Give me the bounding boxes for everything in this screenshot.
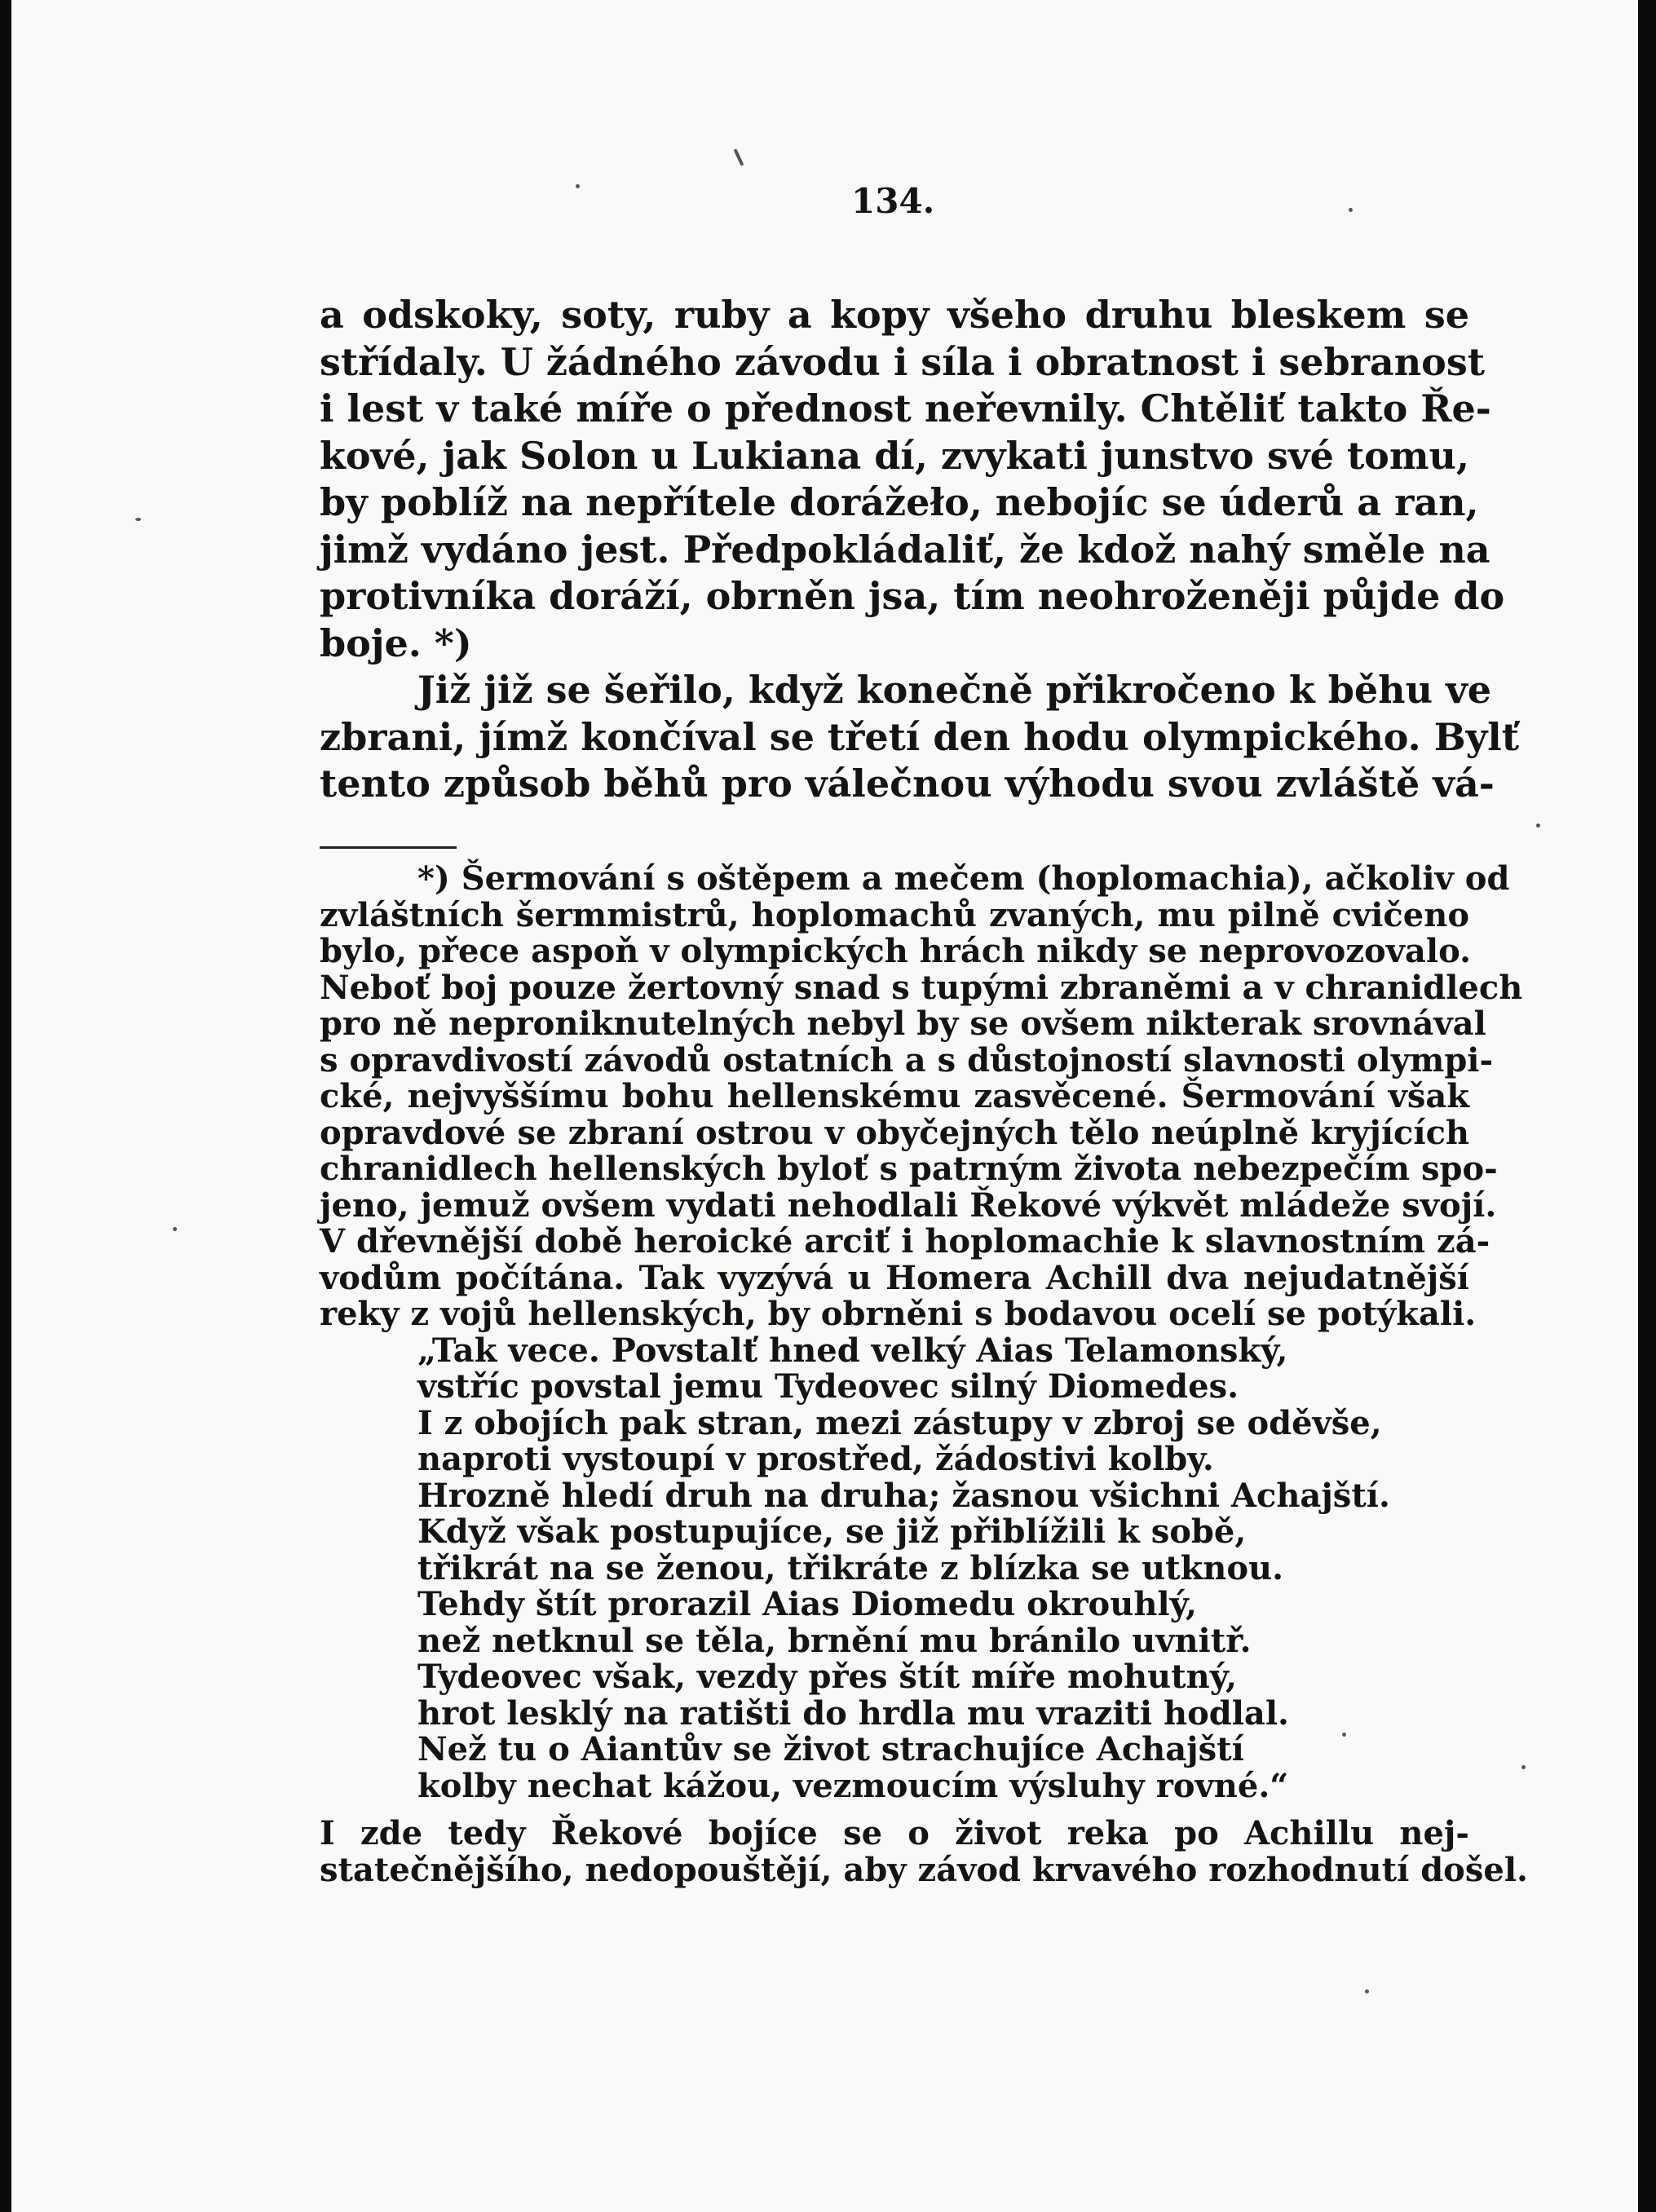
- footnote-line: chranidlech hellenských byloť s patrným života nebezpečím spo-: [320, 1150, 1498, 1188]
- verse-line: kolby nechat kážou, vezmoucím výsluhy rovné.“: [417, 1766, 1289, 1805]
- footnote-line: cké, nejvyššímu bohu hellenskému zasvěcené. Šermování však: [320, 1077, 1469, 1115]
- footnote-line: bylo, přece aspoň v olympických hrách nikdy se neprovozovalo.: [320, 932, 1471, 970]
- verse-line: Tehdy štít prorazil Aias Diomedu okrouhlý,: [417, 1585, 1197, 1623]
- footnote-line: opravdové se zbraní ostrou v obyčejných tělo neúplně kryjících: [320, 1113, 1469, 1152]
- main-text-line: zbrani, jímž končíval se třetí den hodu olympického. Bylť: [320, 714, 1520, 759]
- scan-speck: [1536, 823, 1540, 828]
- verse-line: vstříc povstal jemu Tydeovec silný Diomedes.: [417, 1367, 1239, 1406]
- main-text-line: by poblíž na nepřítele dorážeło, nebojíc se úderů a ran,: [320, 480, 1479, 524]
- verse-line: I z obojích pak stran, mezi zástupy v zbroj se oděvše,: [417, 1403, 1382, 1442]
- main-text-line: jimž vydáno jest. Předpokládaliť, že kdož nahý směle na: [320, 527, 1490, 572]
- main-text: [320, 292, 1520, 808]
- verse-line: Než tu o Aiantův se život strachujíce Achajští: [417, 1730, 1244, 1768]
- footnote-conclusion: [320, 1814, 1528, 1889]
- scan-speck: [1342, 1733, 1346, 1737]
- scan-speck: [576, 184, 580, 188]
- main-text-line: kové, jak Solon u Lukiana dí, zvykati junstvo své tomu,: [320, 433, 1469, 478]
- page-number: 134.: [851, 181, 935, 221]
- main-text-line: střídaly. U žádného závodu i síla i obratnost i sebranost: [320, 339, 1486, 384]
- footnote-line: V dřevnější době heroické arciť i hoplomachie k slavnostním zá-: [320, 1222, 1490, 1261]
- verse-quotation: [320, 1333, 1469, 1805]
- main-text-line: tento způsob běhů pro válečnou výhodu svou zvláště vá-: [320, 762, 1495, 806]
- main-text-line: boje. *): [320, 620, 472, 665]
- scan-speck: [173, 1227, 177, 1231]
- main-text-line: a odskoky, soty, ruby a kopy všeho druhu bleskem se: [320, 293, 1469, 337]
- footnote: [320, 859, 1528, 1889]
- scan-speck: [734, 148, 744, 166]
- verse-line: Hrozně hledí druh na druha; žasnou všichni Achajští.: [417, 1476, 1390, 1515]
- footnote-line: *) Šermování s oštěpem a mečem (hoplomachia), ačkoliv od: [417, 859, 1510, 898]
- scan-speck: [1521, 1765, 1526, 1769]
- footnote-line: pro ně neproniknutelných nebyl by se ovšem nikterak srovnával: [320, 1004, 1486, 1043]
- footnote-rule: [320, 846, 457, 849]
- scan-speck: [1365, 1989, 1369, 1993]
- footnote-line: vodům počítána. Tak vyzývá u Homera Achill dva nejudatnější: [320, 1258, 1469, 1297]
- main-text-line: protivníka doráží, obrněn jsa, tím neohroženěji půjde do: [320, 574, 1505, 618]
- footnote-line: s opravdivostí závodů ostatních a s důstojností slavnosti olympi-: [320, 1040, 1494, 1080]
- verse-line: Když však postupujíce, se již přiblížili k sobě,: [417, 1512, 1247, 1551]
- footnote-line: statečnějšího, nedopouštějí, aby závod krvavého rozhodnutí došel.: [320, 1850, 1528, 1889]
- scan-speck: [135, 518, 141, 521]
- verse-line: Tydeovec však, vezdy přes štít míře mohutný,: [417, 1658, 1238, 1696]
- verse-line: než netknul se těla, brnění mu bránilo uvnitř.: [417, 1621, 1252, 1660]
- verse-line: „Tak vece. Povstalť hned velký Aias Telamonský,: [417, 1331, 1288, 1370]
- verse-line: třikrát na se ženou, třikráte z blízka se utknou.: [417, 1548, 1284, 1587]
- verse-line: hrot lesklý na ratišti do hrdla mu vraziti hodlal.: [417, 1693, 1289, 1733]
- footnote-line: Neboť boj pouze žertovný snad s tupými zbraněmi a v chranidlech: [320, 968, 1523, 1007]
- verse-line: naproti vystoupí v prostřed, žádostivi kolby.: [417, 1440, 1214, 1478]
- main-text-line: Již již se šeřilo, když konečně přikročeno k běhu ve: [417, 668, 1492, 712]
- main-text-line: i lest v také míře o přednost neřevnily. Chtěliť takto Ře-: [320, 386, 1491, 430]
- footnote-line: reky z vojů hellenských, by obrněni s bodavou ocelí se potýkali.: [320, 1295, 1477, 1333]
- scan-speck: [1349, 208, 1353, 212]
- footnote-line: I zde tedy Řekové bojíce se o život reka po Achillu nej-: [320, 1814, 1469, 1852]
- footnote-line: zvláštních šermmistrů, hoplomachů zvaných, mu pilně cvičeno: [320, 895, 1469, 934]
- footnote-line: jeno, jemuž ovšem vydati nehodlali Řekové výkvět mládeže svojí.: [320, 1185, 1497, 1225]
